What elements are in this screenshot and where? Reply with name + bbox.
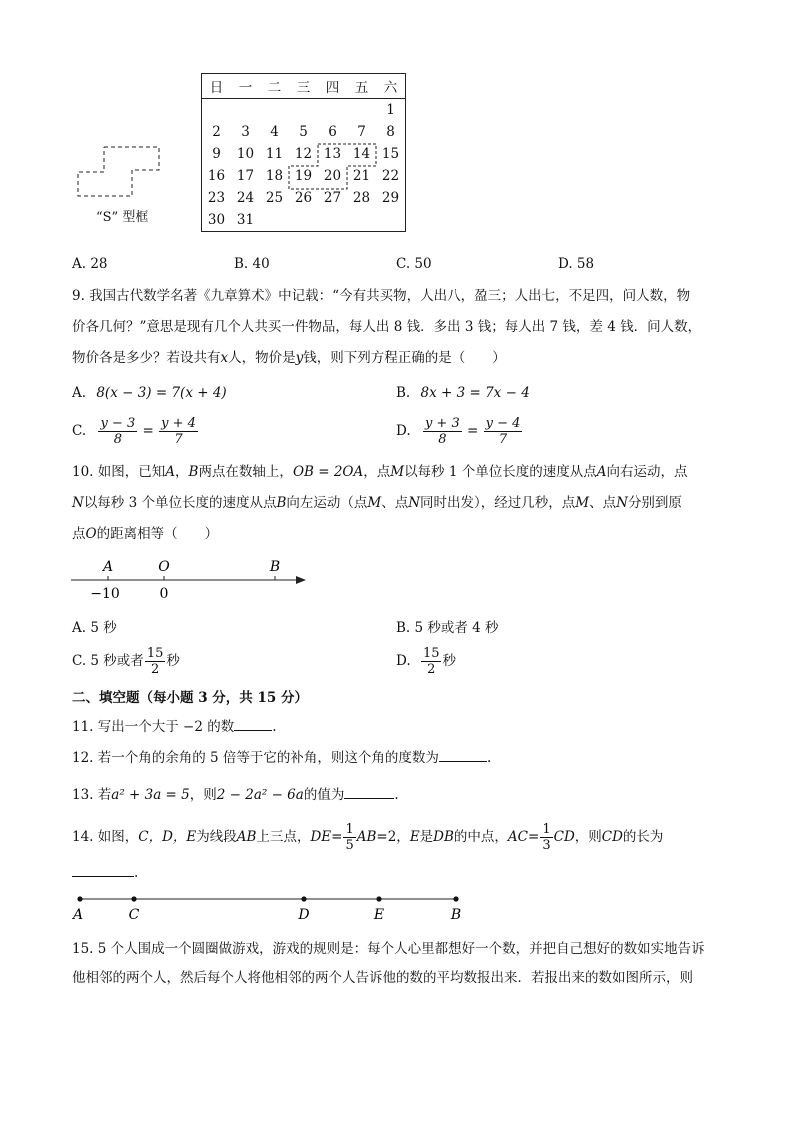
q10-point-n-3: N bbox=[616, 495, 628, 511]
calendar-cell: 8 bbox=[386, 124, 395, 140]
q9-option-c-num-2: y + 4 bbox=[161, 416, 196, 431]
q12-text: 12. 若一个角的余角的 5 倍等于它的补角，则这个角的度数为 bbox=[72, 750, 439, 766]
q14-label-b: B bbox=[450, 907, 462, 923]
q14-cd: CD bbox=[553, 829, 575, 845]
q11-answer-blank[interactable] bbox=[234, 716, 272, 731]
calendar-cell bbox=[376, 209, 406, 232]
q9-option-c-frac-2 bbox=[159, 416, 198, 447]
q14-frac-1-den: 5 bbox=[345, 838, 354, 853]
calendar-cell: 7 bbox=[357, 124, 366, 140]
q10-label-b: B bbox=[269, 559, 281, 575]
calendar-cell: 26 bbox=[294, 190, 313, 206]
q10-number-line bbox=[68, 556, 318, 602]
q8-option-b: B. 40 bbox=[234, 256, 270, 272]
calendar-s-frame-shape bbox=[289, 144, 376, 189]
q10-option-d bbox=[396, 646, 456, 677]
q14-t4: 的中点， bbox=[453, 829, 508, 845]
q13-answer-blank[interactable] bbox=[344, 784, 394, 799]
q10-ob-eq: OB = 2OA bbox=[292, 464, 364, 480]
q14-segment-diagram bbox=[70, 890, 470, 924]
q10-value-o: 0 bbox=[159, 586, 169, 602]
q9-line-3-text-c: 钱，则下列方程正确的是（ ） bbox=[303, 350, 506, 366]
q14-frac-2-num: 1 bbox=[542, 822, 551, 837]
q9-line-2: 价各几何？”意思是现有几个人共买一件物品，每人出 8 钱．多出 3 钱；每人出 7 钱，差 4 钱．问人数， bbox=[72, 319, 702, 335]
q12-answer-blank[interactable] bbox=[439, 747, 487, 762]
q10-text-1c: ，点 bbox=[363, 464, 391, 480]
q14-frac-1 bbox=[343, 822, 355, 853]
calendar-cell bbox=[289, 99, 318, 122]
q13-pre: 13. 若 bbox=[72, 787, 112, 803]
q10-axis-arrow bbox=[296, 576, 306, 584]
q14-eq2: =2， bbox=[376, 829, 410, 845]
calendar-cell: 14 bbox=[352, 146, 371, 162]
calendar-cell: 31 bbox=[236, 212, 255, 228]
q10-point-b: B bbox=[188, 464, 199, 480]
q14-point-c bbox=[131, 896, 136, 901]
q10-text-3b: 的距离相等（ ） bbox=[96, 526, 219, 542]
calendar-s-frame-overlay bbox=[286, 142, 380, 192]
calendar-cell: 29 bbox=[381, 190, 400, 206]
q9-option-b bbox=[396, 383, 530, 403]
q14-label-d: D bbox=[298, 907, 310, 923]
q11-end: . bbox=[272, 719, 277, 735]
q14-point-a bbox=[77, 896, 82, 901]
q9-option-d-frac-1 bbox=[423, 416, 462, 447]
q10-option-a: A. 5 秒 bbox=[72, 620, 117, 636]
q10-option-c-den: 2 bbox=[150, 662, 160, 677]
q8-option-c: C. 50 bbox=[396, 256, 432, 272]
q13-end: . bbox=[394, 787, 399, 803]
q13 bbox=[72, 784, 399, 805]
calendar-cell: 19 bbox=[294, 168, 313, 184]
q13-mid: ，则 bbox=[189, 787, 217, 803]
q10-line-2 bbox=[72, 493, 682, 513]
calendar-header-cell: 四 bbox=[318, 74, 347, 99]
q10-line-3 bbox=[72, 524, 218, 544]
q10-text-2c: 、点 bbox=[381, 495, 409, 511]
q10-text-1a: 10. 如图，已知 bbox=[72, 464, 166, 480]
calendar-cell: 20 bbox=[323, 168, 342, 184]
q11 bbox=[72, 716, 277, 737]
q10-text-1e: 向右运动，点 bbox=[606, 464, 688, 480]
q10-text-2a: 以每秒 3 个单位长度的速度从点 bbox=[83, 495, 277, 511]
q10-option-c-pre: C. 5 秒或者 bbox=[72, 653, 144, 669]
q9-var-y: y bbox=[295, 350, 304, 366]
calendar-cell bbox=[347, 99, 376, 122]
calendar-cell bbox=[260, 99, 289, 122]
q14-db: DB bbox=[433, 829, 454, 845]
q10-point-n-2: N bbox=[408, 495, 421, 511]
calendar-cell: 1 bbox=[386, 102, 395, 118]
q9-option-d-den-2: 7 bbox=[498, 432, 508, 447]
q9-line-3-text-a: 物价各是多少？若设共有 bbox=[72, 350, 221, 366]
q8-option-a: A. 28 bbox=[72, 256, 108, 272]
q10-option-c bbox=[72, 646, 180, 677]
q10-option-c-num: 15 bbox=[146, 646, 164, 661]
calendar-cell: 16 bbox=[207, 168, 226, 184]
q14-t5: ，则 bbox=[574, 829, 602, 845]
q14-eq3: = bbox=[528, 829, 540, 845]
q9-option-c-eq: = bbox=[142, 423, 154, 439]
q14-frac-2-den: 3 bbox=[542, 838, 551, 853]
q14-point-b bbox=[453, 896, 458, 901]
q12-end: . bbox=[486, 750, 492, 766]
q9-option-d bbox=[396, 416, 523, 447]
q10-option-d-frac bbox=[421, 646, 442, 677]
q14-ac: AC bbox=[507, 829, 529, 845]
calendar-header-cell: 二 bbox=[260, 74, 289, 99]
q9-option-b-label: B. bbox=[396, 385, 411, 401]
calendar-cell: 25 bbox=[265, 190, 284, 206]
q14-frac-2 bbox=[540, 822, 552, 853]
q14-ab: AB bbox=[236, 829, 257, 845]
q9-option-a bbox=[72, 383, 227, 403]
q10-label-o: O bbox=[158, 559, 170, 575]
calendar-cell: 21 bbox=[352, 168, 371, 184]
q10-text-1b: 两点在数轴上， bbox=[198, 464, 293, 480]
calendar-header-cell: 三 bbox=[289, 74, 318, 99]
q10-point-a-2: A bbox=[596, 464, 607, 480]
q9-option-c-label: C. bbox=[72, 423, 87, 439]
q9-option-b-expr: 8x + 3 = 7x − 4 bbox=[420, 385, 530, 401]
q9-option-d-num-1: y + 3 bbox=[424, 416, 460, 431]
q10-point-m: M bbox=[390, 464, 405, 480]
q14-label-e: E bbox=[373, 907, 385, 923]
q10-value-a: −10 bbox=[90, 586, 120, 602]
calendar-cell: 2 bbox=[212, 124, 221, 140]
q10-text-3a: 点 bbox=[72, 526, 86, 542]
q12 bbox=[72, 747, 491, 768]
calendar-header-cell: 日 bbox=[202, 74, 232, 99]
q10-point-m-3: M bbox=[575, 495, 590, 511]
calendar-header-cell: 五 bbox=[347, 74, 376, 99]
q9-option-c-den-2: 7 bbox=[174, 432, 183, 447]
q8-option-d: D. 58 bbox=[558, 256, 595, 272]
q14-end: . bbox=[134, 865, 139, 881]
q9-option-c bbox=[72, 416, 199, 447]
q9-option-d-frac-2 bbox=[484, 416, 523, 447]
q14-points: C，D，E bbox=[138, 829, 197, 845]
q10-point-o: O bbox=[85, 526, 97, 542]
q15-line-1: 15. 5 个人围成一个圆圈做游戏，游戏的规则是：每个人心里都想好一个数，并把自己想好的数如实地告诉 bbox=[72, 941, 705, 957]
calendar-cell: 30 bbox=[207, 212, 226, 228]
calendar-cell: 28 bbox=[352, 190, 371, 206]
q14-cd-2: CD bbox=[601, 829, 623, 845]
calendar-cell bbox=[202, 99, 232, 122]
calendar-cell: 9 bbox=[212, 146, 221, 162]
q9-line-3 bbox=[72, 348, 506, 368]
q10-option-b: B. 5 秒或者 4 秒 bbox=[396, 620, 499, 636]
calendar-cell bbox=[260, 209, 289, 232]
q10-option-d-num: 15 bbox=[422, 646, 440, 661]
q10-line-1 bbox=[72, 462, 687, 482]
calendar-cell: 3 bbox=[241, 124, 250, 140]
q14-t2: 上三点， bbox=[256, 829, 311, 845]
q14-t1: 为线段 bbox=[196, 829, 237, 845]
q14-e: E bbox=[409, 829, 420, 845]
calendar-cell: 6 bbox=[328, 124, 337, 140]
q9-option-a-expr: 8(x − 3) = 7(x + 4) bbox=[96, 385, 227, 401]
calendar-cell: 5 bbox=[299, 124, 308, 140]
q14-line-2 bbox=[72, 862, 138, 883]
q13-post: 的值为 bbox=[303, 787, 345, 803]
q10-text-2e: 、点 bbox=[589, 495, 617, 511]
q9-option-d-label: D. bbox=[396, 423, 411, 439]
calendar-cell: 15 bbox=[381, 146, 400, 162]
calendar-header-cell: 六 bbox=[376, 74, 406, 99]
q10-option-d-label: D. bbox=[396, 653, 411, 669]
q10-point-a: A bbox=[165, 464, 176, 480]
q10-label-a: A bbox=[102, 559, 114, 575]
q14-ab-2: AB bbox=[356, 829, 377, 845]
q10-text-1d: 以每秒 1 个单位长度的速度从点 bbox=[404, 464, 597, 480]
q10-option-c-frac bbox=[145, 646, 166, 677]
calendar-cell: 10 bbox=[236, 146, 255, 162]
q9-option-d-eq: = bbox=[467, 423, 479, 439]
q14-point-e bbox=[376, 896, 381, 901]
q11-text: 11. 写出一个大于 −2 的数 bbox=[72, 719, 235, 735]
q15-line-2: 他相邻的两个人，然后每个人将他相邻的两个人告诉他的数的平均数报出来．若报出来的数如图所示，则 bbox=[72, 970, 693, 986]
calendar-cell: 12 bbox=[294, 146, 313, 162]
q10-option-d-post: 秒 bbox=[442, 653, 456, 669]
q10-point-n: N bbox=[72, 495, 84, 511]
q14-pre: 14. 如图， bbox=[72, 829, 139, 845]
q14-t6: 的长为 bbox=[622, 829, 664, 845]
q14-point-d bbox=[301, 896, 306, 901]
q14-eq1: = bbox=[331, 829, 343, 845]
calendar-cell: 13 bbox=[323, 146, 342, 162]
q14-de: DE bbox=[310, 829, 332, 845]
calendar-cell: 24 bbox=[236, 190, 255, 206]
q14-t3: 是 bbox=[419, 829, 434, 845]
calendar-cell bbox=[289, 209, 318, 232]
q9-option-d-num-2: y − 4 bbox=[485, 416, 521, 431]
q10-option-c-post: 秒 bbox=[166, 653, 180, 669]
q14-frac-1-num: 1 bbox=[345, 822, 354, 837]
q14-label-c: C bbox=[128, 907, 140, 923]
q9-line-3-text-b: 人，物价是 bbox=[228, 350, 296, 366]
q13-expr-2: 2 − 2a² − 6a bbox=[216, 787, 304, 803]
calendar-cell: 11 bbox=[265, 146, 284, 162]
calendar-cell: 18 bbox=[265, 168, 284, 184]
q14-label-a: A bbox=[72, 907, 84, 923]
q10-option-d-den: 2 bbox=[427, 662, 436, 677]
q10-point-m-2: M bbox=[367, 495, 382, 511]
q9-option-a-label: A. bbox=[72, 385, 87, 401]
calendar-header-cell: 一 bbox=[231, 74, 260, 99]
s-frame-diagram bbox=[74, 144, 164, 200]
calendar-cell: 17 bbox=[236, 168, 255, 184]
calendar-cell: 27 bbox=[323, 190, 342, 206]
calendar-cell bbox=[318, 99, 347, 122]
q10-comma: ， bbox=[175, 464, 189, 480]
q9-option-d-den-1: 8 bbox=[438, 432, 447, 447]
q13-expr-1: a² + 3a = 5 bbox=[111, 787, 190, 803]
q9-option-c-den-1: 8 bbox=[113, 432, 122, 447]
s-frame-shape bbox=[78, 147, 159, 196]
q14-line-1 bbox=[72, 822, 663, 853]
calendar-cell: 23 bbox=[207, 190, 226, 206]
q10-point-b-2: B bbox=[276, 495, 287, 511]
q10-text-2b: 向左运动（点 bbox=[286, 495, 368, 511]
q10-text-2f: 分别到原 bbox=[627, 495, 682, 511]
calendar-cell bbox=[318, 209, 347, 232]
q9-option-c-frac-1 bbox=[98, 416, 137, 447]
q9-line-1: 9. 我国古代数学名著《九章算术》中记载：“今有共买物，人出八，盈三；人出七，不足四，问人数，物 bbox=[72, 288, 691, 304]
q9-var-x: x bbox=[220, 350, 229, 366]
calendar-cell bbox=[231, 99, 260, 122]
q14-answer-blank[interactable] bbox=[72, 862, 134, 877]
calendar-cell: 4 bbox=[270, 124, 279, 140]
q10-text-2d: 同时出发），经过几秒，点 bbox=[420, 495, 576, 511]
calendar-cell: 22 bbox=[381, 168, 400, 184]
s-frame-label: “S” 型框 bbox=[96, 210, 149, 225]
calendar-cell bbox=[347, 209, 376, 232]
q9-option-c-num-1: y − 3 bbox=[100, 416, 136, 431]
section-2-title: 二、填空题（每小题 3 分，共 15 分） bbox=[72, 690, 308, 706]
